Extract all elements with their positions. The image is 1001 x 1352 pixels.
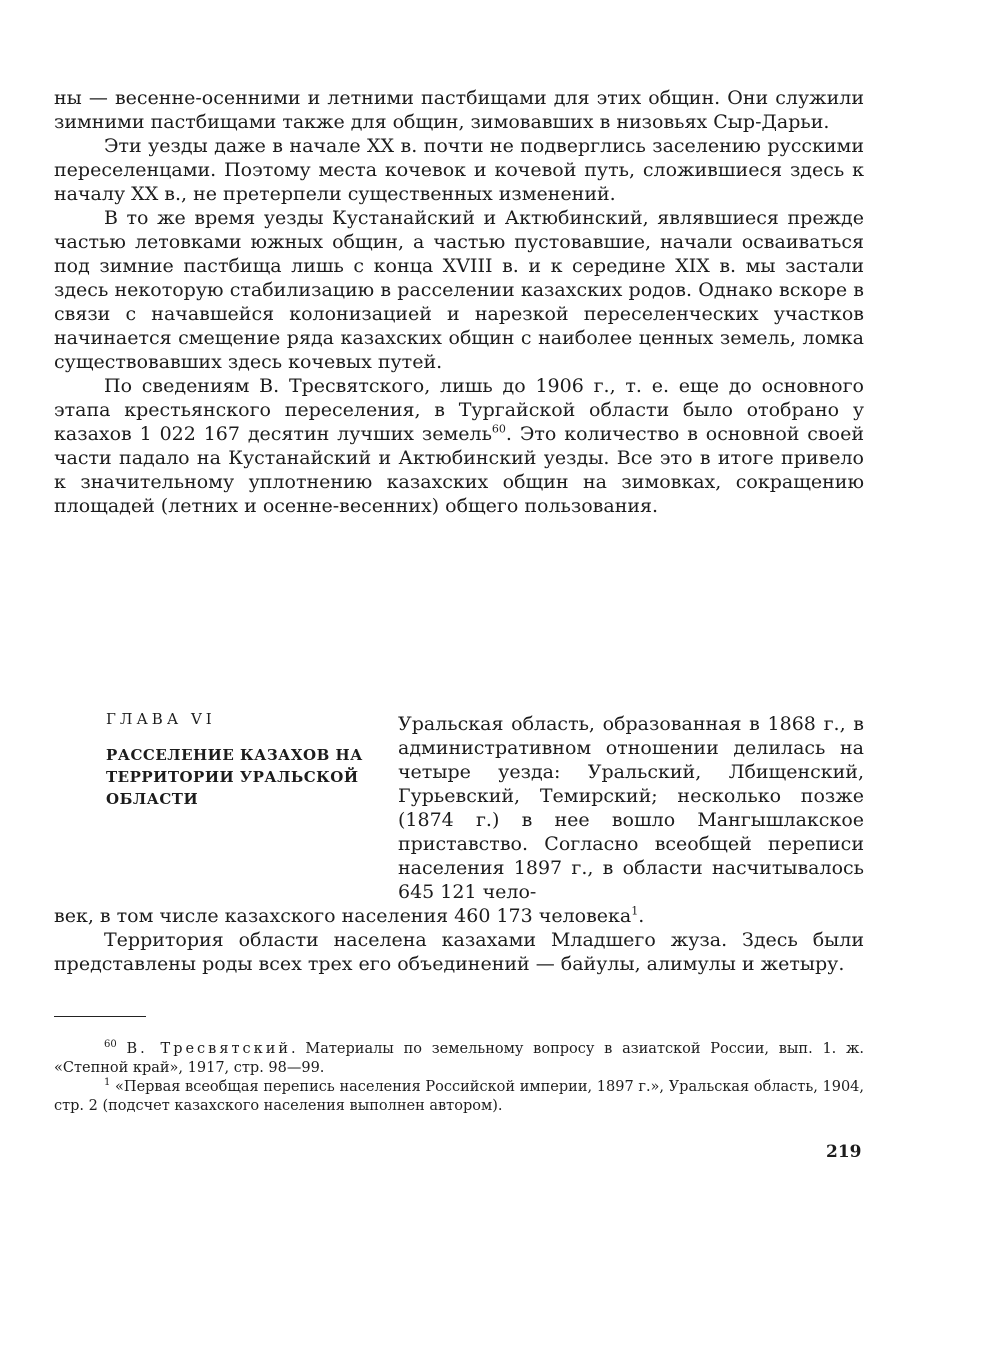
footnote-mark: 60 bbox=[104, 1039, 117, 1051]
footnote-mark: 1 bbox=[104, 1077, 111, 1089]
paragraph bbox=[54, 904, 864, 928]
paragraph bbox=[54, 374, 864, 518]
footnote bbox=[54, 1078, 864, 1116]
paragraph-text: . Это количество в основной своей части падало на Кустанайский и Актюбинский уезды. Все это в итоге привело к значительному уплотнению казахских общин на зимовках, сокращению площадей (летних и осенне-весенних) общего пользования. bbox=[54, 423, 864, 517]
footnote-ref: 1 bbox=[631, 904, 639, 918]
paragraph: ны — весенне-осенними и летними пастбищами для этих общин. Они служили зимними пастбищами также для общин, зимовавших в низовьях Сыр-Дарьи. bbox=[54, 87, 864, 133]
footnote-text: . Материалы по земельному вопросу в азиатской России, вып. 1. ж. «Степной край», 1917, стр. 98—99. bbox=[54, 1041, 865, 1076]
footnote bbox=[54, 1040, 864, 1078]
paragraph-text: . bbox=[638, 905, 645, 927]
paragraph: В то же время уезды Кустанайский и Актюбинский, являвшиеся прежде частью летовками южных общин, а частью пустовавшие, начали осваиваться под зимние пастбища лишь с конца XVIII в. и к середине XIX в. мы застали здесь некоторую стабилизацию в расселении казахских родов. Однако вскоре в связи с начавшейся колонизацией и нарезкой переселенческих участков начинается смещение ряда казахских общин с наиболее ценных земель, ломка существовавших здесь кочевых путей. bbox=[54, 207, 864, 373]
paragraph-text: век, в том числе казахского населения 460 173 человека bbox=[54, 905, 632, 927]
paragraph: Уральская область, образованная в 1868 г., в административном отношении делилась на четыре уезда: Уральский, Лбищенский, Гурьевский, Темирский; несколько позже (1874 г.) в нее вошло Мангышлакское приставство. Согласно всеобщей переписи населения 1897 г., в области насчитывалось 645 121 чело- bbox=[398, 713, 864, 903]
chapter-label: ГЛАВА VI bbox=[106, 710, 216, 728]
chapter-intro-column bbox=[398, 712, 864, 904]
body-text-top bbox=[54, 86, 864, 518]
chapter-title: РАССЕЛЕНИЕ КАЗАХОВ НА ТЕРРИТОРИИ УРАЛЬСКОЙ ОБЛАСТИ bbox=[106, 746, 363, 808]
footnote-ref: 60 bbox=[491, 422, 506, 436]
paragraph: Эти уезды даже в начале XX в. почти не подверглись заселению русскими переселенцами. Поэтому места кочевок и кочевой путь, сложившиеся здесь к началу XX в., не претерпели существенных изменений. bbox=[54, 135, 864, 205]
page-number: 219 bbox=[826, 1142, 862, 1162]
footnote-separator bbox=[54, 1016, 146, 1017]
paragraph-text: По сведениям В. Тресвятского, лишь до 1906 г., т. е. еще до основного этапа крестьянского переселения, в Тургайской области было отобрано у казахов 1 022 167 десятин лучших земель bbox=[54, 375, 864, 445]
footnotes bbox=[54, 1040, 864, 1116]
footnote-text: «Первая всеобщая перепись населения Российской империи, 1897 г.», Уральская область, 1904, стр. 2 (подсчет казахского населения выполнен автором). bbox=[54, 1079, 865, 1114]
paragraph: Территория области населена казахами Младшего жуза. Здесь были представлены роды всех трех его объединений — байулы, алимулы и жетыру. bbox=[54, 929, 864, 975]
body-text-bottom bbox=[54, 904, 864, 976]
footnote-author: В. Тресвятский bbox=[126, 1041, 292, 1057]
